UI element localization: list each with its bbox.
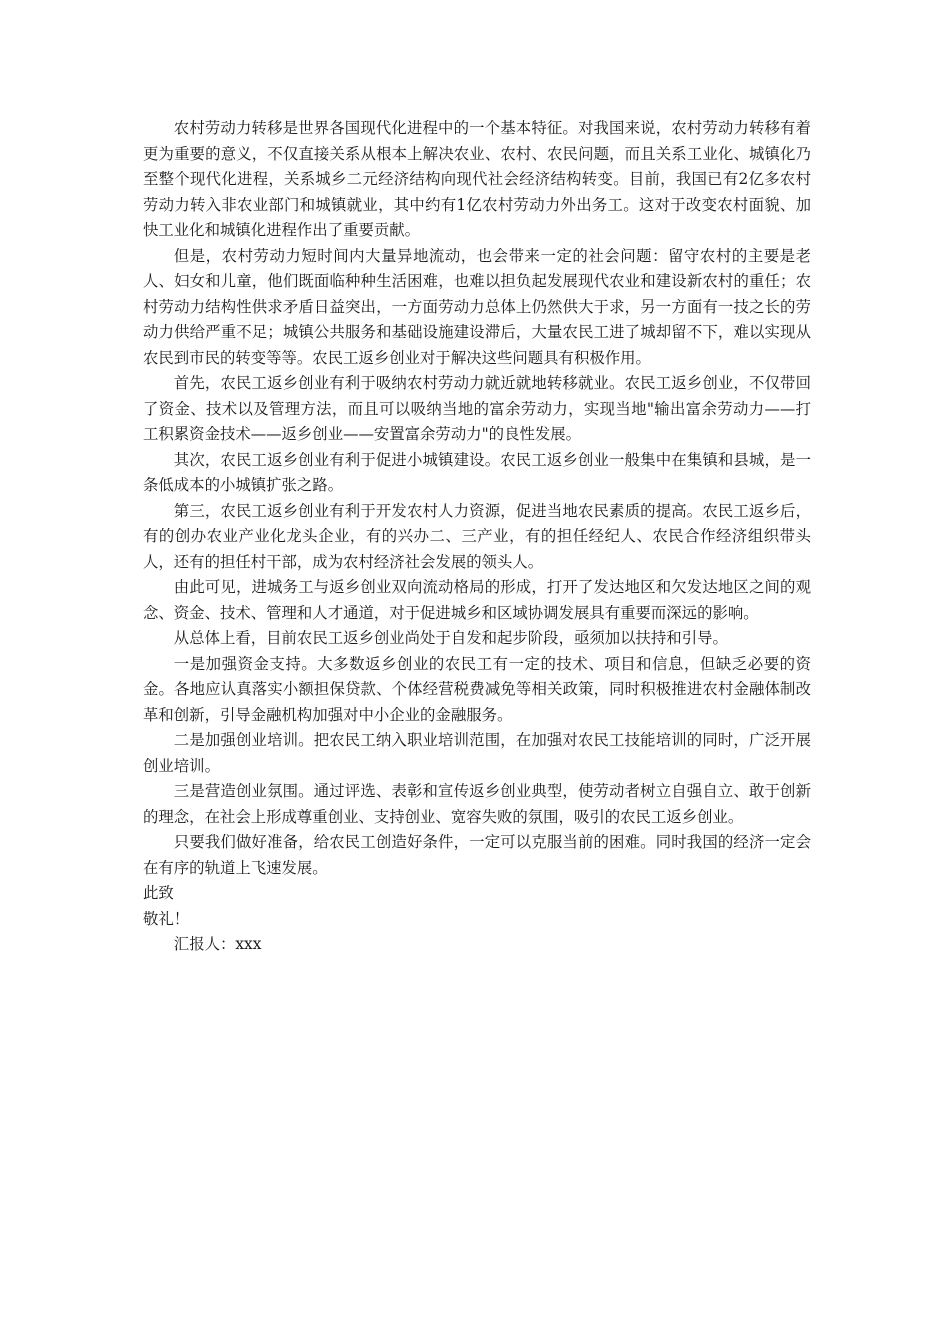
closing-regards: 敬礼！ [143,909,190,928]
paragraph-3: 首先，农民工返乡创业有利于吸纳农村劳动力就近就地转移就业。农民工返乡创业，不仅带回了资金、技术以及管理方法，而且可以吸纳当地的富余劳动力，实现当地"输出富余劳动力——打工积累资金技术——返乡创业——安置富余劳动力"的良性发展。 [143,374,811,443]
paragraph-8: 一是加强资金支持。大多数返乡创业的农民工有一定的技术、项目和信息，但缺乏必要的资金。各地应认真落实小额担保贷款、个体经营税费减免等相关政策，同时积极推进农村金融体制改革和创新，引导金融机构加强对中小企业的金融服务。 [143,654,811,724]
paragraph-4: 其次，农民工返乡创业有利于促进小城镇建设。农民工返乡创业一般集中在集镇和县城，是一条低成本的小城镇扩张之路。 [143,450,811,494]
reporter-signature: 汇报人：xxx [173,935,262,953]
paragraph-10: 三是营造创业氛围。通过评选、表彰和宣传返乡创业典型，使劳动者树立自强自立、敢于创新的理念，在社会上形成尊重创业、支持创业、宽容失败的氛围，吸引的农民工返乡创业。 [143,782,811,826]
paragraph-7: 从总体上看，目前农民工返乡创业尚处于自发和起步阶段，亟须加以扶持和引导。 [173,629,728,647]
paragraph-6: 由此可见，进城务工与返乡创业双向流动格局的形成，打开了发达地区和欠发达地区之间的观念、资金、技术、管理和人才通道，对于促进城乡和区域协调发展具有重要而深远的影响。 [143,578,811,622]
document-body [143,116,811,958]
paragraph-1: 农村劳动力转移是世界各国现代化进程中的一个基本特征。对我国来说，农村劳动力转移有着更为重要的意义，不仅直接关系从根本上解决农业、农村、农民问题，而且关系工业化、城镇化乃至整个现代化进程，关系城乡二元经济结构向现代社会经济结构转变。目前，我国已有2亿多农村劳动力转入非农业部门和城镇就业，其中约有1亿农村劳动力外出务工。这对于改变农村面貌、加快工业化和城镇化进程作出了重要贡献。 [143,119,811,239]
paragraph-11: 只要我们做好准备，给农民工创造好条件，一定可以克服当前的困难。同时我国的经济一定会在有序的轨道上飞速发展。 [143,833,811,877]
paragraph-5: 第三，农民工返乡创业有利于开发农村人力资源，促进当地农民素质的提高。农民工返乡后，有的创办农业产业化龙头企业，有的兴办二、三产业，有的担任经纪人、农民合作经济组织带头人，还有的担任村干部，成为农村经济社会发展的领头人。 [143,501,811,571]
paragraph-2: 但是，农村劳动力短时间内大量异地流动，也会带来一定的社会问题：留守农村的主要是老人、妇女和儿童，他们既面临种种生活困难，也难以担负起发展现代农业和建设新农村的重任；农村劳动力结构性供求矛盾日益突出，一方面劳动力总体上仍然供大于求，另一方面有一技之长的劳动力供给严重不足；城镇公共服务和基础设施建设滞后，大量农民工进了城却留不下，难以实现从农民到市民的转变等等。农民工返乡创业对于解决这些问题具有积极作用。 [143,246,811,367]
closing-salutation: 此致 [143,884,174,902]
paragraph-9: 二是加强创业培训。把农民工纳入职业培训范围，在加强对农民工技能培训的同时，广泛开展创业培训。 [143,731,811,775]
